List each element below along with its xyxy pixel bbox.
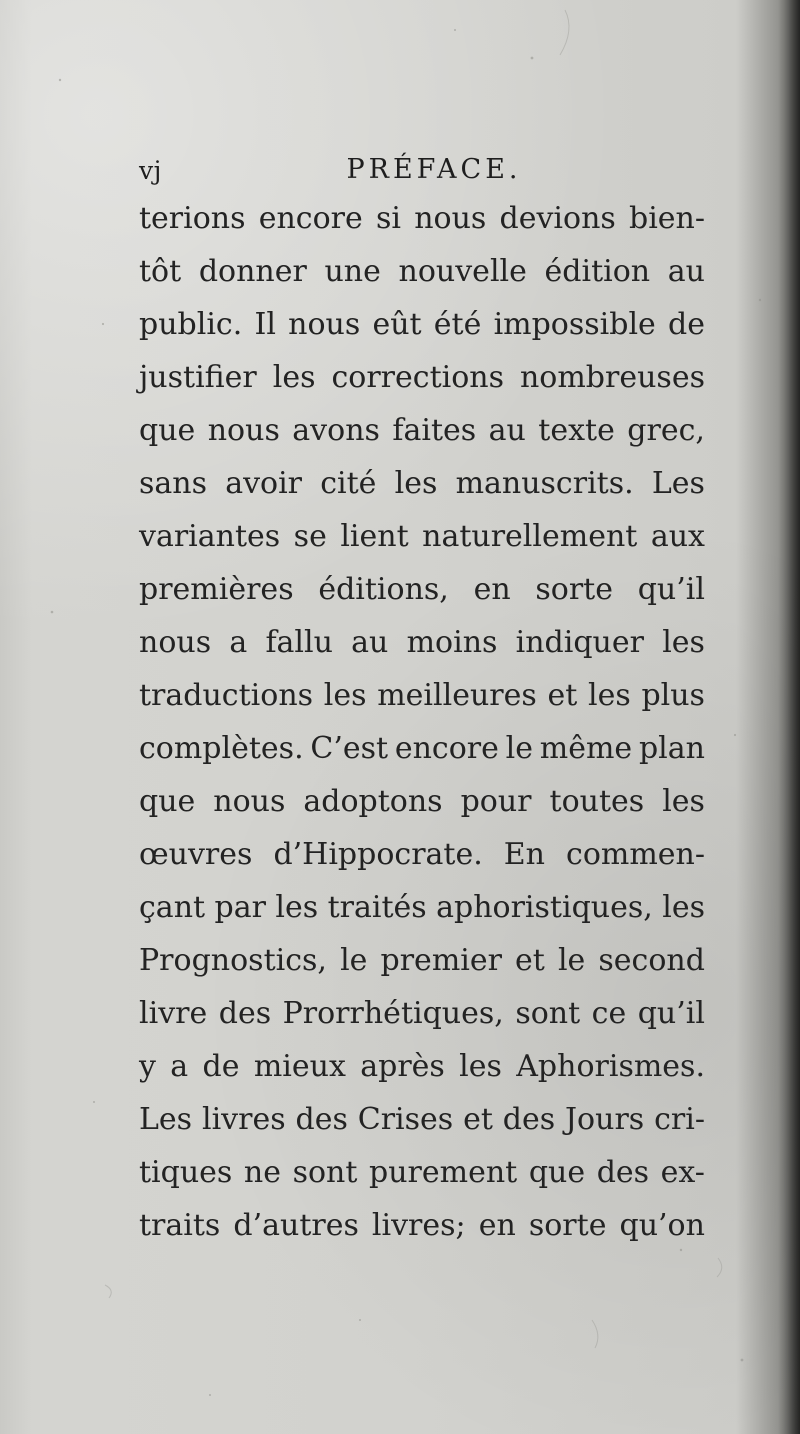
word: par (214, 890, 266, 925)
word: faites (392, 413, 477, 448)
word: œuvres (139, 837, 253, 872)
word: sans (139, 466, 207, 501)
text-line (139, 934, 705, 987)
word: et (463, 1102, 493, 1137)
word: aux (650, 519, 705, 554)
word: d’autres (233, 1208, 359, 1243)
word: C’est (310, 731, 389, 766)
word: livres (201, 1102, 286, 1137)
word: premier (380, 943, 502, 978)
word: public. (139, 307, 243, 342)
word: les (272, 360, 316, 395)
word: texte (538, 413, 615, 448)
word: traits (139, 1208, 221, 1243)
word: que (528, 1155, 586, 1190)
word: nouvelle (398, 254, 527, 289)
word: avons (292, 413, 380, 448)
word: et (515, 943, 545, 978)
word: plus (641, 678, 705, 713)
word: naturellement (422, 519, 638, 554)
word: mieux (253, 1049, 346, 1084)
word: les (323, 678, 367, 713)
word: nous (414, 201, 487, 236)
word: des (502, 1102, 556, 1137)
word: sont (515, 996, 581, 1031)
text-line (139, 987, 705, 1040)
word: pour (460, 784, 532, 819)
text-line (139, 457, 705, 510)
word: sorte (528, 1208, 607, 1243)
word: nous (288, 307, 361, 342)
word: plan (638, 731, 705, 766)
word: de (202, 1049, 240, 1084)
word: le (557, 943, 586, 978)
text-line (139, 351, 705, 404)
word: En (503, 837, 546, 872)
word: indiquer (515, 625, 644, 660)
word: ex- (660, 1155, 705, 1190)
word: a (229, 625, 248, 660)
page-header (139, 154, 705, 194)
word: si (375, 201, 401, 236)
text-line (139, 510, 705, 563)
word: Prognostics, (139, 943, 327, 978)
word: éditions, (318, 572, 449, 607)
word: cité (320, 466, 377, 501)
word: Crises (357, 1102, 454, 1137)
word: au (351, 625, 389, 660)
word: livre (139, 996, 208, 1031)
word: premières (139, 572, 294, 607)
word: moins (406, 625, 498, 660)
word: Aphorismes. (516, 1049, 705, 1084)
word: même (539, 731, 633, 766)
word: nous (207, 413, 280, 448)
word: toutes (549, 784, 645, 819)
word: devions (499, 201, 616, 236)
word: Prorrhétiques, (282, 996, 504, 1031)
running-head: PRÉFACE. (346, 154, 522, 185)
word: manuscrits. (455, 466, 634, 501)
text-line (139, 192, 705, 245)
word: adoptons (303, 784, 443, 819)
word: cri- (654, 1102, 705, 1137)
text-line (139, 881, 705, 934)
word: lient (340, 519, 409, 554)
word: les (662, 784, 705, 819)
word: après (360, 1049, 445, 1084)
word: en (473, 572, 511, 607)
word: bien- (628, 201, 705, 236)
word: tiques (139, 1155, 233, 1190)
word: Il (254, 307, 276, 342)
text-line (139, 1040, 705, 1093)
text-line (139, 1199, 705, 1252)
word: nous (213, 784, 286, 819)
word: les (662, 890, 705, 925)
word: traités (327, 890, 427, 925)
word: que (139, 413, 196, 448)
word: second (598, 943, 705, 978)
word: variantes (139, 519, 281, 554)
word: se (293, 519, 327, 554)
word: été (433, 307, 482, 342)
word: encore (394, 731, 499, 766)
word: Les (651, 466, 705, 501)
word: purement (369, 1155, 518, 1190)
page-number: vj (139, 156, 162, 185)
word: Jours (565, 1102, 645, 1137)
word: ne (243, 1155, 281, 1190)
word: meilleures (377, 678, 537, 713)
word: les (394, 466, 438, 501)
word: eût (372, 307, 422, 342)
word: de (668, 307, 705, 342)
text-line (139, 828, 705, 881)
word: justifier (139, 360, 257, 395)
word: aphoristiques, (436, 890, 653, 925)
text-line (139, 298, 705, 351)
word: terions (139, 201, 246, 236)
word: une (324, 254, 381, 289)
text-line (139, 616, 705, 669)
word: que (139, 784, 196, 819)
word: les (587, 678, 631, 713)
word: et (547, 678, 578, 713)
word: impossible (493, 307, 656, 342)
word: les (275, 890, 319, 925)
word: le (505, 731, 534, 766)
text-line (139, 1146, 705, 1199)
word: ce (591, 996, 627, 1031)
word: d’Hippocrate. (273, 837, 483, 872)
word: commen- (566, 837, 705, 872)
word: des (218, 996, 272, 1031)
word: complètes. (139, 731, 304, 766)
page-edge-shadow (778, 0, 800, 1434)
word: édition (544, 254, 651, 289)
word: les (459, 1049, 502, 1084)
word: tôt (139, 254, 182, 289)
word: qu’on (619, 1208, 705, 1243)
word: des (295, 1102, 348, 1137)
word: nombreuses (519, 360, 705, 395)
word: çant (139, 890, 206, 925)
word: en (478, 1208, 516, 1243)
word: avoir (225, 466, 303, 501)
word: sont (292, 1155, 358, 1190)
text-line (139, 722, 705, 775)
word: encore (258, 201, 363, 236)
word: au (488, 413, 526, 448)
word: qu’il (637, 572, 705, 607)
word: a (170, 1049, 189, 1084)
text-line (139, 245, 705, 298)
text-line (139, 1093, 705, 1146)
word: qu’il (637, 996, 705, 1031)
word: fallu (265, 625, 333, 660)
text-line (139, 563, 705, 616)
text-line (139, 669, 705, 722)
word: grec, (627, 413, 705, 448)
text-line (139, 404, 705, 457)
word: livres; (371, 1208, 466, 1243)
word: des (596, 1155, 650, 1190)
text-line (139, 775, 705, 828)
word: Les (139, 1102, 193, 1137)
body-text (139, 192, 705, 1252)
word: donner (198, 254, 307, 289)
word: sorte (535, 572, 613, 607)
word: les (662, 625, 705, 660)
word: y (139, 1049, 156, 1084)
word: corrections (331, 360, 504, 395)
word: nous (139, 625, 212, 660)
word: traductions (139, 678, 314, 713)
word: au (667, 254, 705, 289)
word: le (340, 943, 368, 978)
